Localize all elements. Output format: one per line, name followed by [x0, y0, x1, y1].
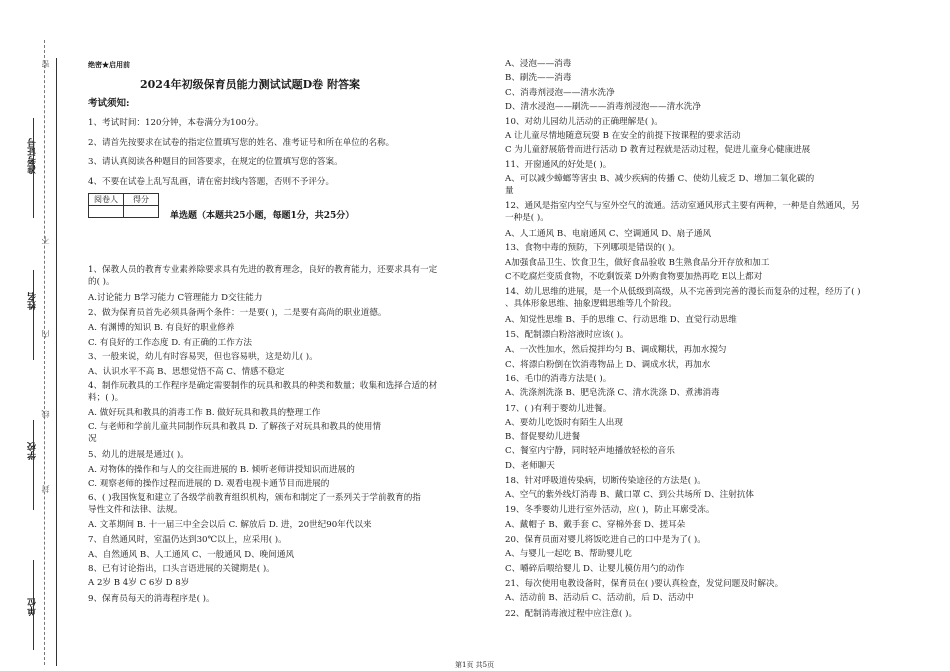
question-line: 1、保教人员的教育专业素养除要求具有先进的教育理念，良好的教育能力，还要求具有一定: [88, 265, 438, 275]
question-line: 3、一般来说，幼儿有时容易哭，但也容易哄，这是幼儿( )。: [88, 352, 318, 362]
question-line: 16、毛巾的消毒方法是( )。: [505, 374, 612, 384]
question-line: 一种是( )。: [505, 213, 549, 223]
notice-item: 2、请首先按要求在试卷的指定位置填写您的姓名、准考证号和所在单位的名称。: [88, 138, 395, 148]
question-line: 6、( )我国恢复和建立了各级学前教育组织机构，颁布和制定了一系列关于学前教育的指: [88, 493, 421, 503]
notice-item: 3、请认真阅读各种题目的回答要求，在规定的位置填写您的答案。: [88, 157, 343, 167]
question-line: 4、制作玩教具的工作程序是确定需要制作的玩具和教具的种类和数量；收集和选择合适的材: [88, 381, 438, 391]
unit-fill-line: [33, 560, 34, 650]
question-line: A 2岁 B 4岁 C 6岁 D 8岁: [88, 578, 190, 588]
question-line: 13、食物中毒的预防，下列哪项是错误的( )。: [505, 243, 681, 253]
score-input-cell[interactable]: [124, 206, 159, 218]
question-line: A、活动前 B、活动后 C、活动前，后 D、活动中: [505, 593, 694, 603]
question-line: 7、自然通风时，室温仍达到30℃以上，应采用( )。: [88, 535, 287, 545]
notice-item: 1、考试时间：120分钟，本卷满分为100分。: [88, 118, 264, 128]
page-title: 2024年初级保育员能力测试试题D卷 附答案: [140, 78, 360, 91]
question-line: A、人工通风 B、电扇通风 C、空调通风 D、扇子通风: [505, 229, 712, 239]
notice-item: 4、不要在试卷上乱写乱画，请在密封线内答题，否则不予评分。: [88, 177, 335, 187]
question-line: A加强食品卫生、饮食卫生，做好食品验收 B生熟食品分开存放和加工: [505, 258, 770, 268]
school-fill-line: [33, 420, 34, 510]
question-line: 18、针对呼吸道传染病，切断传染途径的方法是( )。: [505, 476, 706, 486]
question-line: 12、通风是指室内空气与室外空气的流通。活动室通风形式主要有两种，一种是自然通风，另: [505, 201, 860, 211]
score-cell: 得分: [124, 194, 159, 206]
question-line: A.讨论能力 B学习能力 C管理能力 D交往能力: [88, 293, 263, 303]
admission-number-fill-line: [33, 118, 34, 218]
question-line: A、认识水平不高 B、思想觉悟不高 C、情感不稳定: [88, 367, 285, 377]
question-line: A、一次性加水，然后搅拌均匀 B、调成糊状，再加水搅匀: [505, 345, 727, 355]
question-line: 2、做为保育员首先必须具备两个条件：一是要( )，二是要有高尚的职业道德。: [88, 308, 387, 318]
question-line: C、嚼碎后喂给婴儿 D、让婴儿模仿用勺的动作: [505, 564, 685, 574]
name-label: 姓名: [28, 292, 38, 310]
question-line: C、餐室内宁静，同时轻声地播放轻松的音乐: [505, 446, 675, 456]
notice-heading: 考试须知:: [88, 98, 130, 109]
seal-mark-bu: 不: [41, 236, 50, 244]
grader-cell: 阅卷人: [89, 194, 124, 206]
question-line: D、清水浸泡——刷洗——消毒剂浸泡——清水洗净: [505, 102, 701, 112]
question-line: B、刷洗——消毒: [505, 73, 572, 83]
question-line: 9、保育员每天的消毒程序是( )。: [88, 594, 215, 604]
question-line: 10、对幼儿园幼儿活动的正确理解是( )。: [505, 117, 663, 127]
score-table: [88, 193, 159, 218]
question-line: A、与婴儿一起吃 B、帮助婴儿吃: [505, 549, 632, 559]
seal-mark-mi: 密: [41, 60, 50, 68]
seal-mark-xian: 线: [41, 410, 50, 418]
question-line: A、空气的紫外线灯消毒 B、戴口罩 C、到公共场所 D、注射抗体: [505, 490, 755, 500]
question-line: 的( )。: [88, 277, 115, 287]
question-line: 14、幼儿思维的进展，是一个从低级到高级，从不完善到完善的漫长而复杂的过程，经历了( ): [505, 287, 861, 297]
binding-solid-line: [56, 58, 57, 666]
question-line: 17、( )有利于婴幼儿进餐。: [505, 404, 612, 414]
question-line: 21、每次使用电教设备时，保育员在( )要认真检查，发觉问题及时解决。: [505, 579, 784, 589]
question-line: B、督促婴幼儿进餐: [505, 432, 581, 442]
seal-mark-nei: 内: [41, 330, 50, 338]
question-line: C 为儿童舒展筋骨而进行活动 D 教育过程就是活动过程，促进儿童身心健康进展: [505, 145, 811, 155]
question-line: C. 观察老师的操作过程而进展的 D. 观看电视卡通节目而进展的: [88, 479, 330, 489]
binding-dashed-line: [44, 40, 45, 665]
seal-mark-feng: 封: [41, 485, 50, 493]
school-label: 学校: [28, 442, 38, 460]
question-line: 15、配制漂白粉溶液时应该( )。: [505, 330, 629, 340]
question-line: A、自然通风 B、人工通风 C、一般通风 D、晚间通风: [88, 550, 295, 560]
question-line: A、洗涤剂洗涤 B、肥皂洗涤 C、清水洗涤 D、煮沸消毒: [505, 388, 720, 398]
section-title: 单选题（本题共25小题，每题1分，共25分）: [170, 211, 355, 221]
question-line: A、要幼儿吃饭时有陌生人出现: [505, 418, 623, 428]
question-line: A 让儿童尽情地随意玩耍 B 在安全的前提下按课程的要求活动: [505, 131, 741, 141]
question-line: A、知觉性思维 B、手的思维 C、行动思维 D、直觉行动思维: [505, 315, 737, 325]
page-number: 第1页 共5页: [455, 661, 495, 669]
question-line: 料；( )。: [88, 393, 124, 403]
question-line: A、戴帽子 B、戴手套 C、穿棉外套 D、搓耳朵: [505, 520, 686, 530]
admission-number-label: 准考证号: [28, 138, 38, 174]
question-line: C. 有良好的工作态度 D. 有正确的工作方法: [88, 338, 253, 348]
question-line: 导性文件和法律、法规。: [88, 505, 183, 515]
question-line: D、老师聊天: [505, 461, 555, 471]
question-line: C、消毒剂浸泡——清水洗净: [505, 88, 615, 98]
question-line: 20、保育员面对婴儿将饭吃进自己的口中是为了( )。: [505, 535, 706, 545]
question-line: 19、冬季婴幼儿进行室外活动，应( )，防止耳廓受冻。: [505, 505, 715, 515]
question-line: C、将漂白粉倒在饮消毒物品上 D、调成水状，再加水: [505, 360, 711, 370]
question-line: A. 做好玩具和教具的消毒工作 B. 做好玩具和教具的整理工作: [88, 408, 321, 418]
question-line: A、可以减少蟑螂等害虫 B、减少疾病的传播 C、使幼儿疲乏 D、增加二氧化碳的: [505, 174, 815, 184]
secret-tag: 绝密★启用前: [88, 60, 130, 69]
name-fill-line: [33, 270, 34, 360]
question-line: 8、已有讨论指出，口头言语进展的关键期是( )。: [88, 564, 275, 574]
question-line: A. 有渊博的知识 B. 有良好的职业修养: [88, 323, 235, 333]
question-line: 22、配制消毒液过程中应注意( )。: [505, 609, 638, 619]
question-line: 、具体形象思维、抽象逻辑思维等几个阶段。: [505, 299, 677, 309]
question-line: A、浸泡——消毒: [505, 59, 572, 69]
grader-input-cell[interactable]: [89, 206, 124, 218]
unit-label: 单位: [28, 598, 38, 616]
question-line: 11、开窗通风的好处是( )。: [505, 160, 612, 170]
question-line: C. 与老师和学前儿童共同制作玩具和教具 D. 了解孩子对玩具和教具的使用情: [88, 422, 381, 432]
question-line: A. 对物体的操作和与人的交往而进展的 B. 倾听老师讲授知识而进展的: [88, 465, 355, 475]
question-line: 量: [505, 186, 514, 196]
question-line: 况: [88, 434, 97, 444]
question-line: C不吃腐烂变质食物，不吃剩饭菜 D外购食物要加热再吃 E以上都对: [505, 272, 763, 282]
question-line: A. 文革期间 B. 十一届三中全会以后 C. 解放后 D. 进，20世纪90年代以来: [88, 520, 372, 530]
question-line: 5、幼儿的进展是通过( )。: [88, 450, 189, 460]
